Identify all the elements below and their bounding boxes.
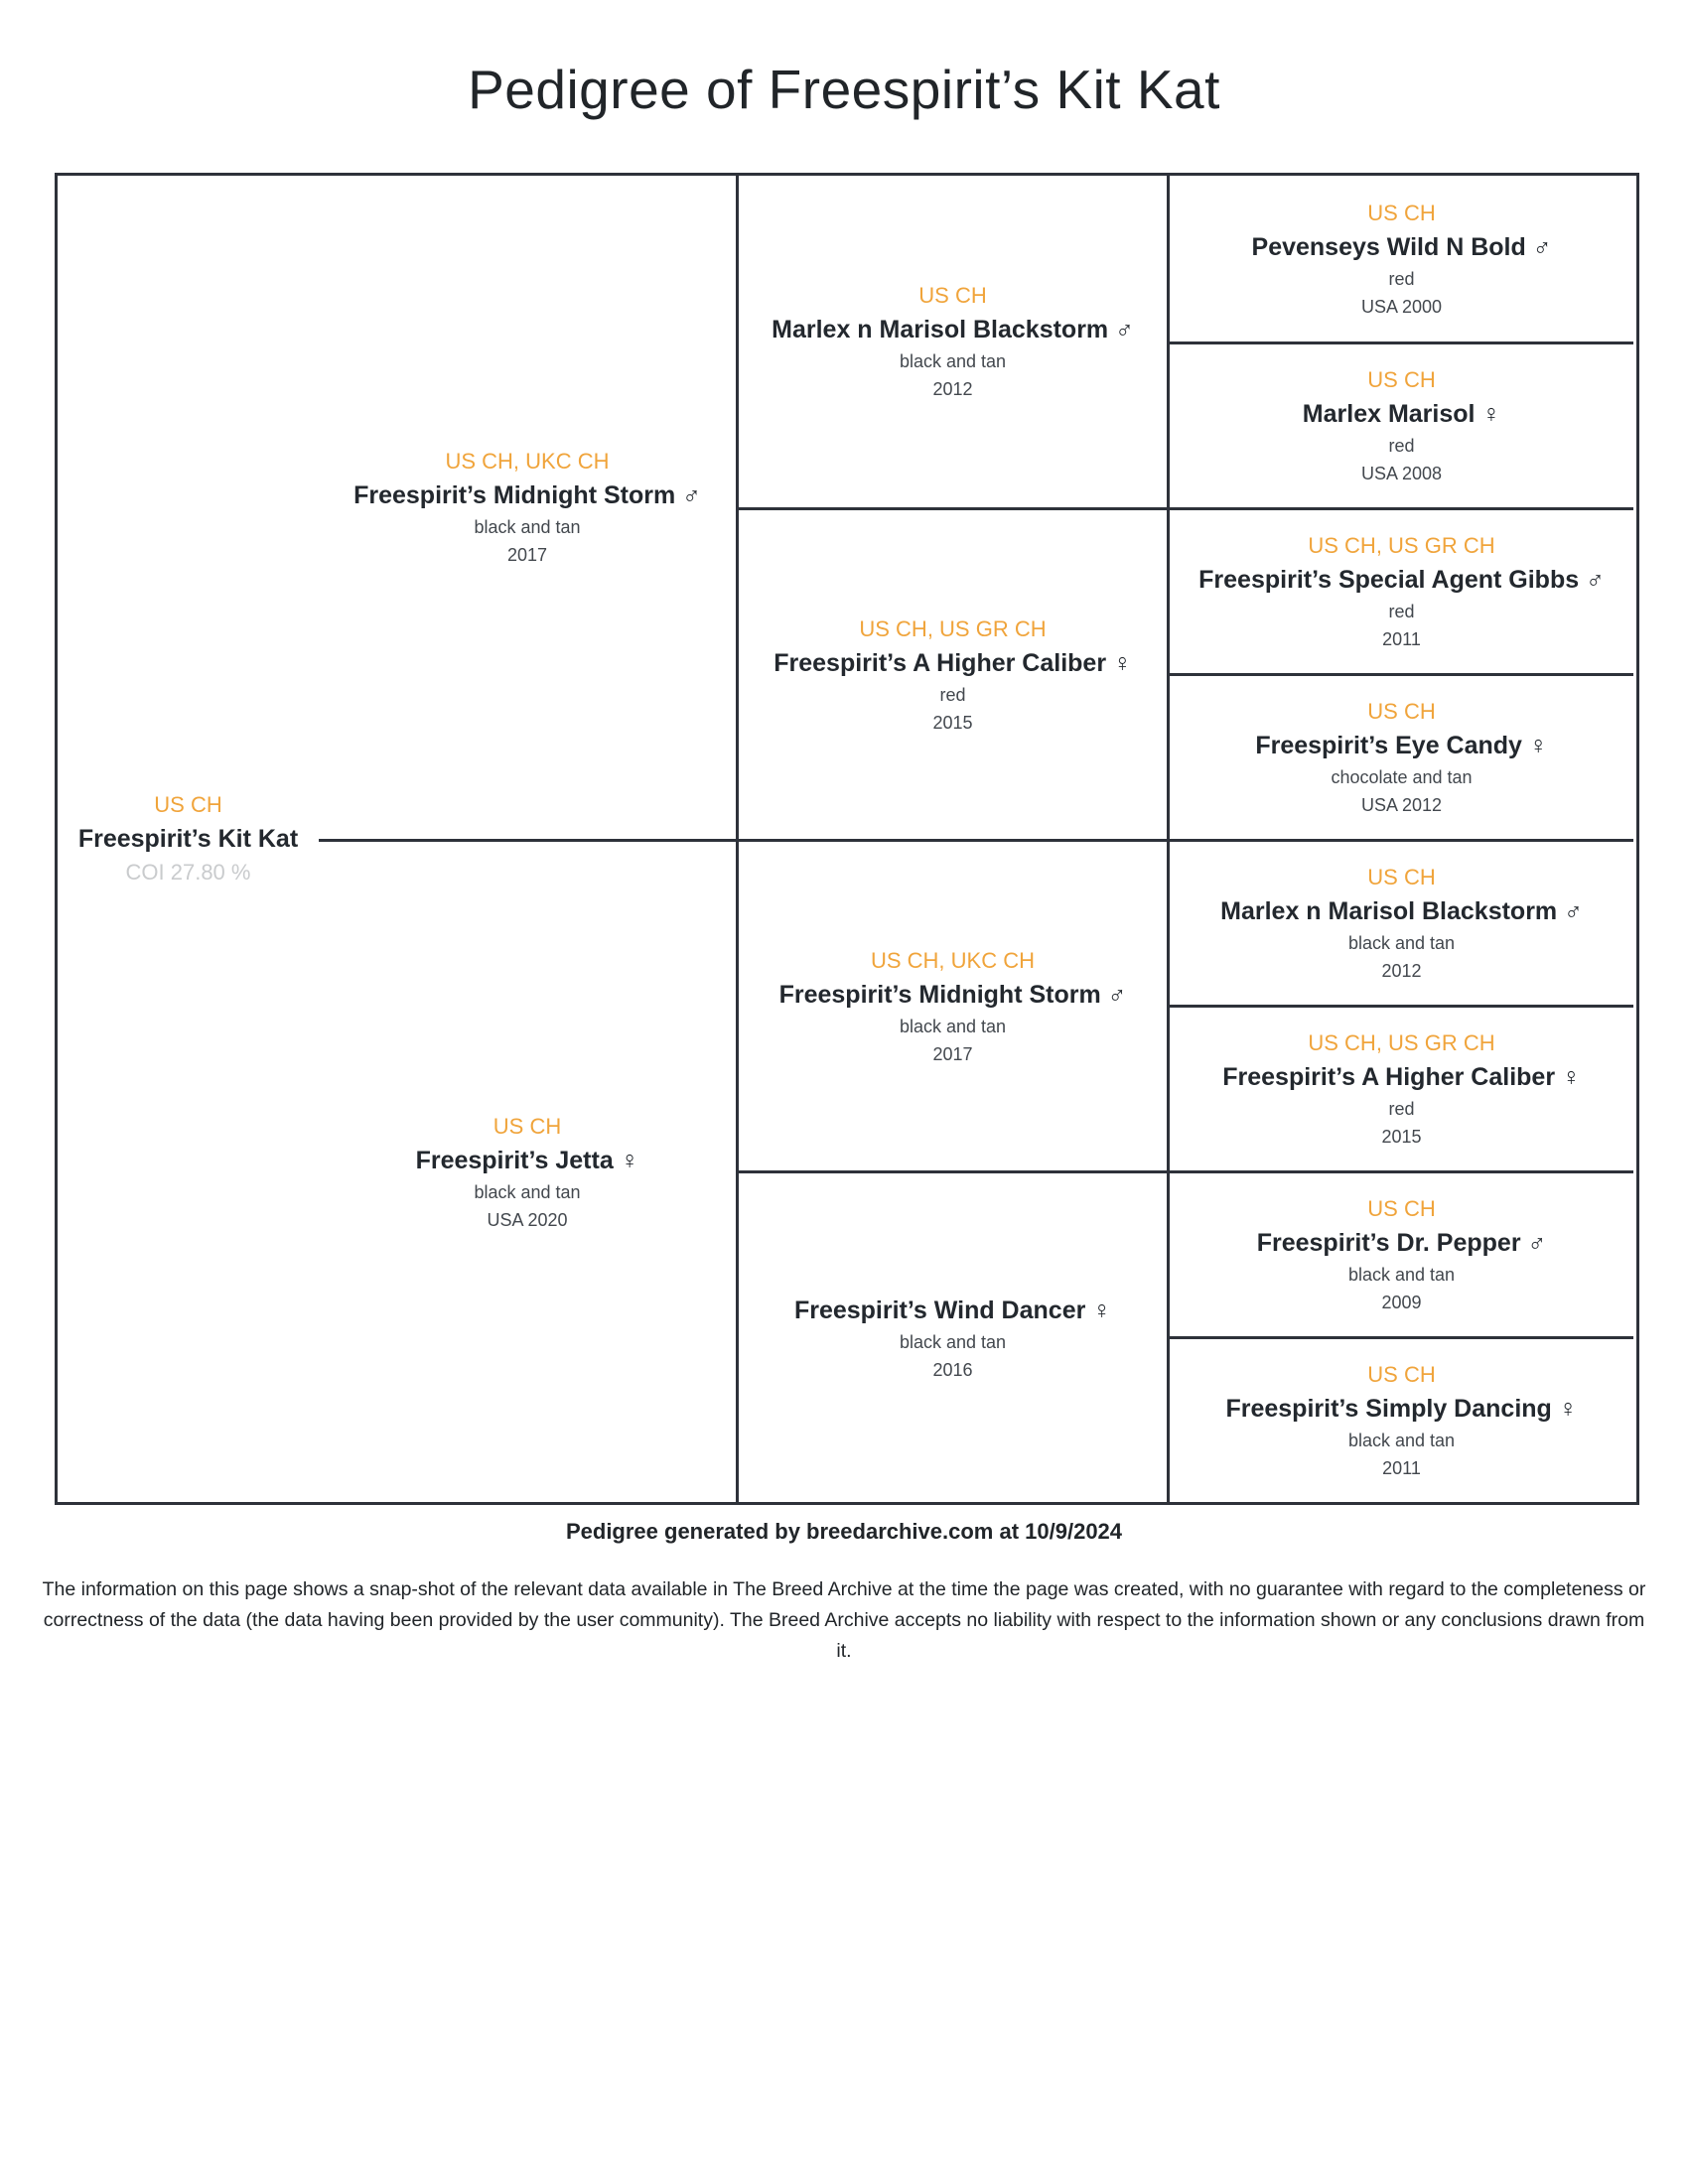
disclaimer-text: The information on this page shows a snap-shot of the relevant data available in The Breed Archive at the time the page was created, with no guarantee with regard to the completeness or correctness of the data (the data having been provided by the user community). The Breed Archive accepts no liability with respect to the information shown or any conclusions drawn from it. [42,1578,1646,1662]
pedigree-cell-great-grandparent-5 [1167,839,1633,1005]
generated-by-line: Pedigree generated by breedarchive.com at 10/9/2024 [565,1519,1123,1544]
female-gender-icon: ♀ [1562,1063,1581,1091]
pedigree-cell-great-grandparent-6 [1167,1005,1633,1170]
dog-coat-color: red [1388,436,1415,456]
dog-name: Freespirit’s A Higher Caliber ♀ [774,648,1132,677]
dog-birth-year: 2015 [932,712,973,733]
male-gender-icon: ♂ [1107,980,1127,1009]
dog-name: Marlex n Marisol Blackstorm ♂ [772,316,1134,343]
pedigree-cell-sire [319,176,736,839]
dog-birth-year: 2009 [1381,1293,1422,1312]
dog-name: Freespirit’s A Higher Caliber ♀ [1222,1063,1581,1091]
dog-birth-year: USA 2000 [1360,296,1443,317]
dog-birth-year: USA 2008 [1360,464,1443,483]
dog-championship-titles: US CH, US GR CH [859,615,1047,641]
dog-championship-titles: US CH [492,1113,562,1139]
dog-championship-titles: US CH [154,792,222,817]
pedigree-cell-dam [319,839,736,1502]
dog-championship-titles: US CH [918,283,987,308]
pedigree-table [55,173,1639,1505]
dog-championship-titles: US CH [1367,367,1436,392]
dog-coat-color: black and tan [1347,1431,1456,1450]
pedigree-cell-subject [58,176,319,1502]
dog-coat-color: red [1388,1099,1415,1119]
dog-birth-year: 2012 [1381,961,1422,981]
dog-championship-titles: US CH, US GR CH [1308,1030,1495,1055]
male-gender-icon: ♂ [1527,1229,1547,1257]
dog-coat-color: black and tan [474,517,581,537]
dog-coat-color: black and tan [1347,1265,1456,1285]
dog-championship-titles: US CH [1367,1362,1436,1387]
dog-coat-color: black and tan [899,351,1007,371]
pedigree-cell-great-grandparent-2 [1167,341,1633,507]
female-gender-icon: ♀ [620,1146,639,1174]
dog-championship-titles: US CH [1367,865,1436,889]
dog-name: Marlex n Marisol Blackstorm ♂ [1220,897,1583,925]
pedigree-cell-great-grandparent-4 [1167,673,1633,839]
male-gender-icon: ♂ [682,481,701,509]
dog-championship-titles: US CH, US GR CH [1308,533,1495,558]
dog-birth-year: 2017 [932,1043,973,1064]
female-gender-icon: ♀ [1092,1296,1112,1324]
female-gender-icon: ♀ [1113,648,1132,677]
dog-name: Freespirit’s Wind Dancer ♀ [793,1296,1112,1324]
dog-championship-titles: US CH [1367,200,1436,225]
dog-coi-value: COI 27.80 % [125,860,251,885]
dog-name: Marlex Marisol ♀ [1302,400,1501,428]
dog-championship-titles: US CH [1367,699,1436,724]
dog-coat-color: black and tan [899,1016,1007,1036]
dog-birth-year: 2015 [1381,1127,1422,1147]
dog-name: Freespirit’s Simply Dancing ♀ [1225,1395,1578,1423]
page-title: Pedigree of Freespirit’s Kit Kat [468,59,1220,120]
pedigree-cell-great-grandparent-8 [1167,1336,1633,1502]
dog-birth-year: 2017 [506,545,548,565]
pedigree-cell-granddam-maternal [736,1170,1167,1502]
dog-championship-titles: US CH, UKC CH [870,947,1035,973]
pedigree-cell-great-grandparent-7 [1167,1170,1633,1336]
female-gender-icon: ♀ [1558,1395,1578,1423]
dog-name: Freespirit’s Midnight Storm ♂ [353,481,701,509]
pedigree-cell-grandsire-maternal [736,839,1167,1170]
dog-birth-year: 2011 [1382,1458,1421,1478]
dog-name: Freespirit’s Eye Candy ♀ [1255,732,1548,759]
male-gender-icon: ♂ [1564,897,1583,925]
dog-name: Freespirit’s Kit Kat [77,825,299,853]
pedigree-cell-granddam-paternal [736,507,1167,839]
dog-championship-titles: US CH [1367,1196,1436,1221]
dog-coat-color: red [939,684,966,705]
pedigree-cell-great-grandparent-3 [1167,507,1633,673]
dog-name: Freespirit’s Midnight Storm ♂ [778,980,1127,1009]
dog-coat-color: chocolate and tan [1331,767,1473,787]
dog-name: Freespirit’s Special Agent Gibbs ♂ [1198,566,1605,594]
dog-name: Freespirit’s Jetta ♀ [415,1146,639,1174]
female-gender-icon: ♀ [1481,400,1501,428]
pedigree-cell-great-grandparent-1 [1167,176,1633,341]
dog-coat-color: red [1388,602,1415,621]
dog-birth-year: 2016 [932,1359,973,1380]
dog-coat-color: black and tan [474,1181,581,1202]
dog-coat-color: red [1388,268,1415,289]
pedigree-cell-grandsire-paternal [736,176,1167,507]
dog-birth-year: 2011 [1382,629,1421,649]
male-gender-icon: ♂ [1115,316,1134,343]
dog-name: Freespirit’s Dr. Pepper ♂ [1256,1229,1547,1257]
dog-birth-year: 2012 [932,379,973,399]
dog-championship-titles: US CH, UKC CH [445,449,610,474]
male-gender-icon: ♂ [1586,566,1605,594]
dog-name: Pevenseys Wild N Bold ♂ [1251,232,1552,261]
dog-coat-color: black and tan [899,1331,1007,1352]
dog-coat-color: black and tan [1347,933,1456,953]
male-gender-icon: ♂ [1532,232,1552,261]
female-gender-icon: ♀ [1528,732,1548,759]
dog-birth-year: USA 2012 [1360,795,1443,815]
dog-birth-year: USA 2020 [487,1209,568,1230]
